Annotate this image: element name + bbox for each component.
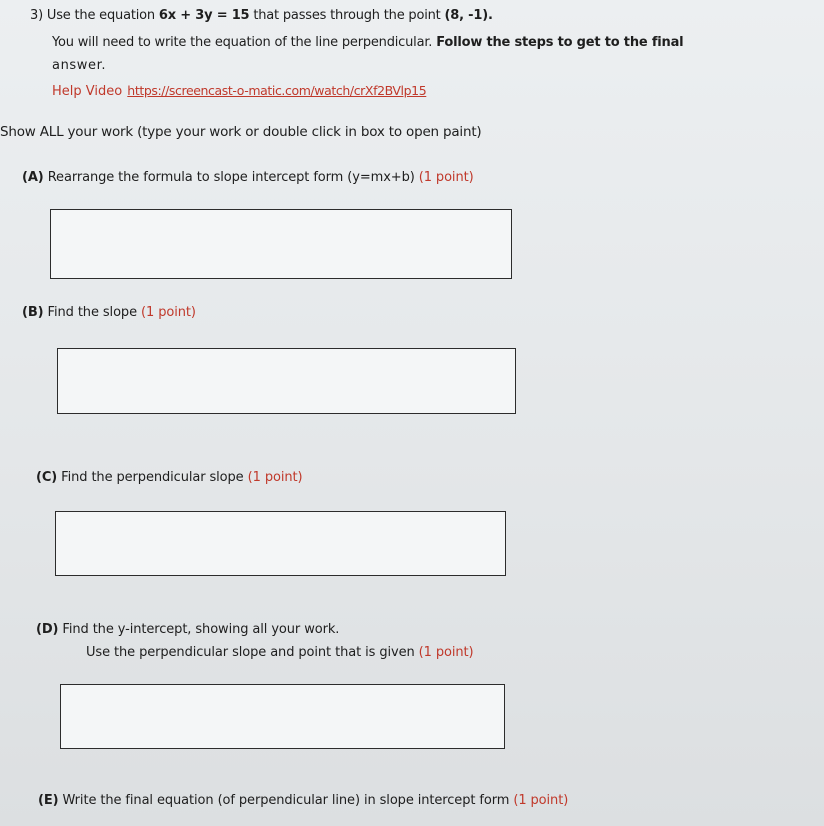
part-a-prompt bbox=[22, 170, 474, 185]
help-video-label: Help Video bbox=[52, 84, 123, 99]
part-e-prompt bbox=[38, 793, 568, 808]
help-video-row bbox=[52, 80, 426, 99]
answer-box-d[interactable] bbox=[60, 684, 505, 749]
part-c-points: (1 point) bbox=[247, 470, 303, 485]
question-point: (8, -1). bbox=[444, 8, 493, 23]
part-b-text: Find the slope bbox=[47, 305, 137, 320]
answer-box-c[interactable] bbox=[55, 511, 506, 576]
part-d-subprompt bbox=[86, 645, 473, 660]
part-b-points: (1 point) bbox=[141, 305, 196, 320]
part-a-text: Rearrange the formula to slope intercept form (y=mx+b) bbox=[47, 170, 415, 185]
part-d-prompt bbox=[36, 622, 339, 637]
question-number: 3) bbox=[30, 8, 43, 23]
help-video-link[interactable]: https://screencast-o-matic.com/watch/crXf2BVlp15 bbox=[127, 83, 427, 98]
part-e-text: Write the final equation (of perpendicular line) in slope intercept form bbox=[62, 793, 510, 808]
part-b-label: (B) bbox=[22, 305, 44, 320]
question-line-3: answer. bbox=[52, 58, 107, 73]
question-mid: that passes through the point bbox=[253, 8, 441, 23]
part-c-text: Find the perpendicular slope bbox=[61, 470, 244, 485]
answer-box-b[interactable] bbox=[57, 348, 516, 414]
part-d-text: Find the y-intercept, showing all your work. bbox=[62, 622, 340, 637]
question-instruction-bold: Follow the steps to get to the final bbox=[436, 35, 684, 50]
part-a-label: (A) bbox=[22, 170, 44, 185]
show-work-instruction: Show ALL your work (type your work or double click in box to open paint) bbox=[0, 124, 482, 140]
question-prefix: Use the equation bbox=[46, 8, 155, 23]
part-c-prompt bbox=[36, 470, 302, 485]
part-c-label: (C) bbox=[36, 470, 58, 485]
question-line-1 bbox=[30, 8, 493, 23]
part-d-points: (1 point) bbox=[418, 645, 474, 660]
question-instruction: You will need to write the equation of the line perpendicular. bbox=[52, 35, 433, 50]
part-d-subtext: Use the perpendicular slope and point that is given bbox=[86, 645, 415, 660]
part-e-label: (E) bbox=[38, 793, 59, 808]
question-line-2 bbox=[52, 35, 683, 50]
answer-box-a[interactable] bbox=[50, 209, 512, 279]
question-equation: 6x + 3y = 15 bbox=[158, 8, 250, 23]
part-d-label: (D) bbox=[36, 622, 59, 637]
part-e-points: (1 point) bbox=[513, 793, 569, 808]
part-a-points: (1 point) bbox=[418, 170, 474, 185]
part-b-prompt bbox=[22, 305, 196, 320]
